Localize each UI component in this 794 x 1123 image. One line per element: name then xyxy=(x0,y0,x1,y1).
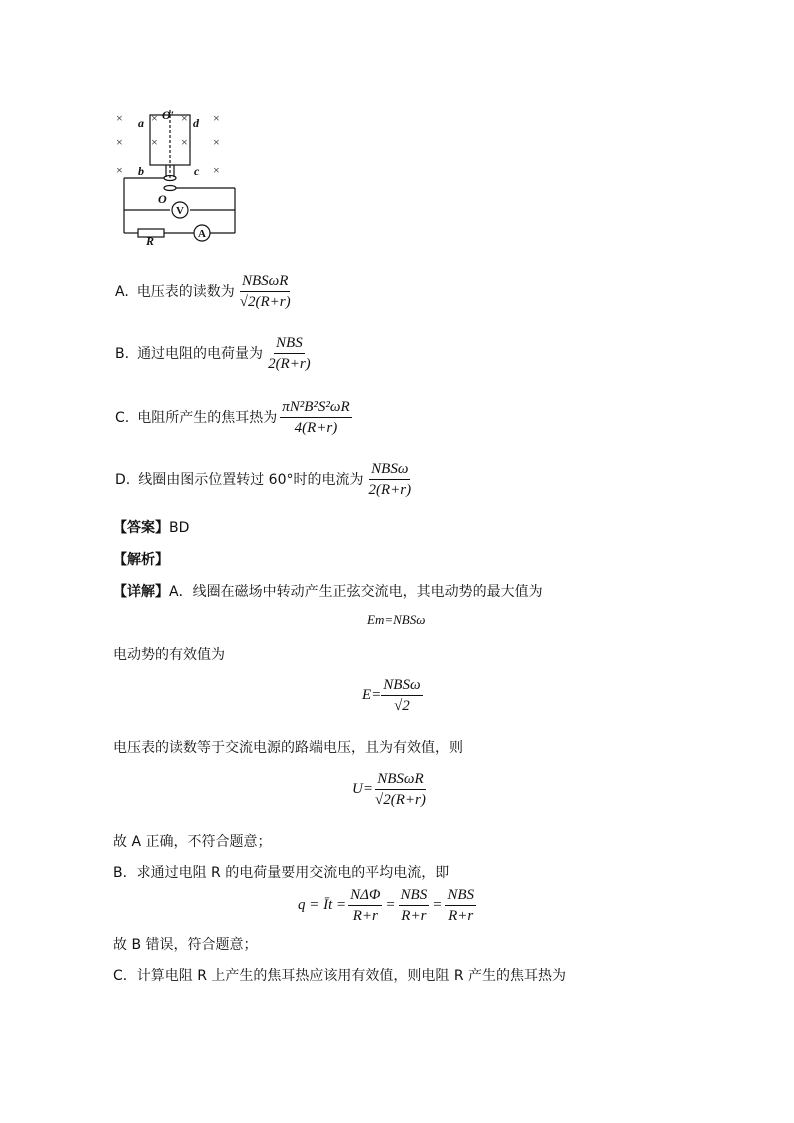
equation-u: U= $\frac{\text{NBSωR}}{√2(R+r)}$ xyxy=(352,771,426,808)
label-resistor: R xyxy=(146,234,155,245)
fraction: $\frac{\text{NBS}}{R+r}$ xyxy=(447,887,474,924)
fraction: $\frac{\text{NBSωR}}{√2(R+r)}$ xyxy=(374,771,426,808)
field-cross: × xyxy=(116,111,123,125)
option-label: B. xyxy=(115,345,130,362)
field-cross: × xyxy=(151,135,158,149)
option-text: 电压表的读数为 xyxy=(136,283,235,300)
field-cross: × xyxy=(213,135,220,149)
detail-line-6: 故 B 错误，符合题意； xyxy=(113,937,258,953)
answer-line xyxy=(113,518,189,538)
label-d: d xyxy=(193,116,199,130)
field-cross: × xyxy=(151,111,158,125)
answer-value: BD xyxy=(169,520,190,536)
field-cross: × xyxy=(116,135,123,149)
circuit-diagram xyxy=(110,105,240,245)
field-cross: × xyxy=(213,111,220,125)
detail-line-5: B．求通过电阻 R 的电荷量要用交流电的平均电流，即 xyxy=(113,865,450,881)
field-cross: × xyxy=(116,163,123,177)
option-text: 通过电阻的电荷量为 xyxy=(137,345,264,362)
label-b: b xyxy=(138,164,144,178)
fraction: $\frac{\text{NBS}}{R+r}$ xyxy=(400,887,428,924)
detail-line-3: 电压表的读数等于交流电源的路端电压，且为有效值，则 xyxy=(113,740,463,756)
detail-line-1: 【详解】A．线圈在磁场中转动产生正弦交流电，其电动势的最大值为 xyxy=(113,584,543,600)
detail-line-4: 故 A 正确，不符合题意； xyxy=(113,834,272,850)
fraction: $\frac{\text{NBSω}}{√2}$ xyxy=(383,677,421,714)
field-cross: × xyxy=(181,111,188,125)
option-a[interactable] xyxy=(115,272,293,311)
option-text: 电阻所产生的焦耳热为 xyxy=(137,409,278,426)
option-label: C. xyxy=(115,409,130,426)
fraction: $\frac{\text{NBSω}}{2(R+r)}$ xyxy=(368,461,412,498)
analysis-tag: 【解析】 xyxy=(113,552,169,568)
equation-em: Em=NBSω xyxy=(367,612,426,627)
label-a: a xyxy=(138,116,144,130)
option-b[interactable] xyxy=(115,334,313,373)
answer-tag: 【答案】 xyxy=(113,520,169,536)
label-o-bottom: O xyxy=(158,192,167,206)
option-label: D. xyxy=(115,471,131,488)
option-text: 线圈由图示位置转过 60°时的电流为 xyxy=(138,471,364,488)
field-cross: × xyxy=(181,135,188,149)
detail-line-7: C．计算电阻 R 上产生的焦耳热应该用有效值，则电阻 R 产生的焦耳热为 xyxy=(113,968,567,984)
label-o-top: O′ xyxy=(162,108,175,122)
equation-e: E= $\frac{\text{NBSω}}{√2}$ xyxy=(362,677,421,714)
voltmeter-symbol: V xyxy=(176,205,184,217)
ammeter-symbol: A xyxy=(198,228,206,240)
fraction: $\frac{\text{NΔΦ}}{R+r}$ xyxy=(350,887,381,924)
equation-q: q = Īt = $\frac{\text{NΔΦ}}{R+r}$ = $\frac{\text{NBS}}{R+r}$ = $\frac{\text{NBS}}{R+r}$ xyxy=(298,887,474,924)
field-cross: × xyxy=(213,163,220,177)
label-c: c xyxy=(194,164,200,178)
fraction: $\frac{\text{NBSωR}}{√2(R+r)}$ xyxy=(239,273,291,310)
option-c[interactable] xyxy=(115,398,352,437)
fraction: $\frac{\text{NBS}}{2(R+r)}$ xyxy=(268,335,311,372)
detail-tag: 【详解】 xyxy=(113,584,169,600)
option-label: A. xyxy=(115,283,129,300)
detail-line-2: 电动势的有效值为 xyxy=(113,647,225,663)
fraction: $\frac{\text{πN²B²S²ωR}}{4(R+r)}$ xyxy=(282,399,350,436)
option-d[interactable] xyxy=(115,460,413,499)
